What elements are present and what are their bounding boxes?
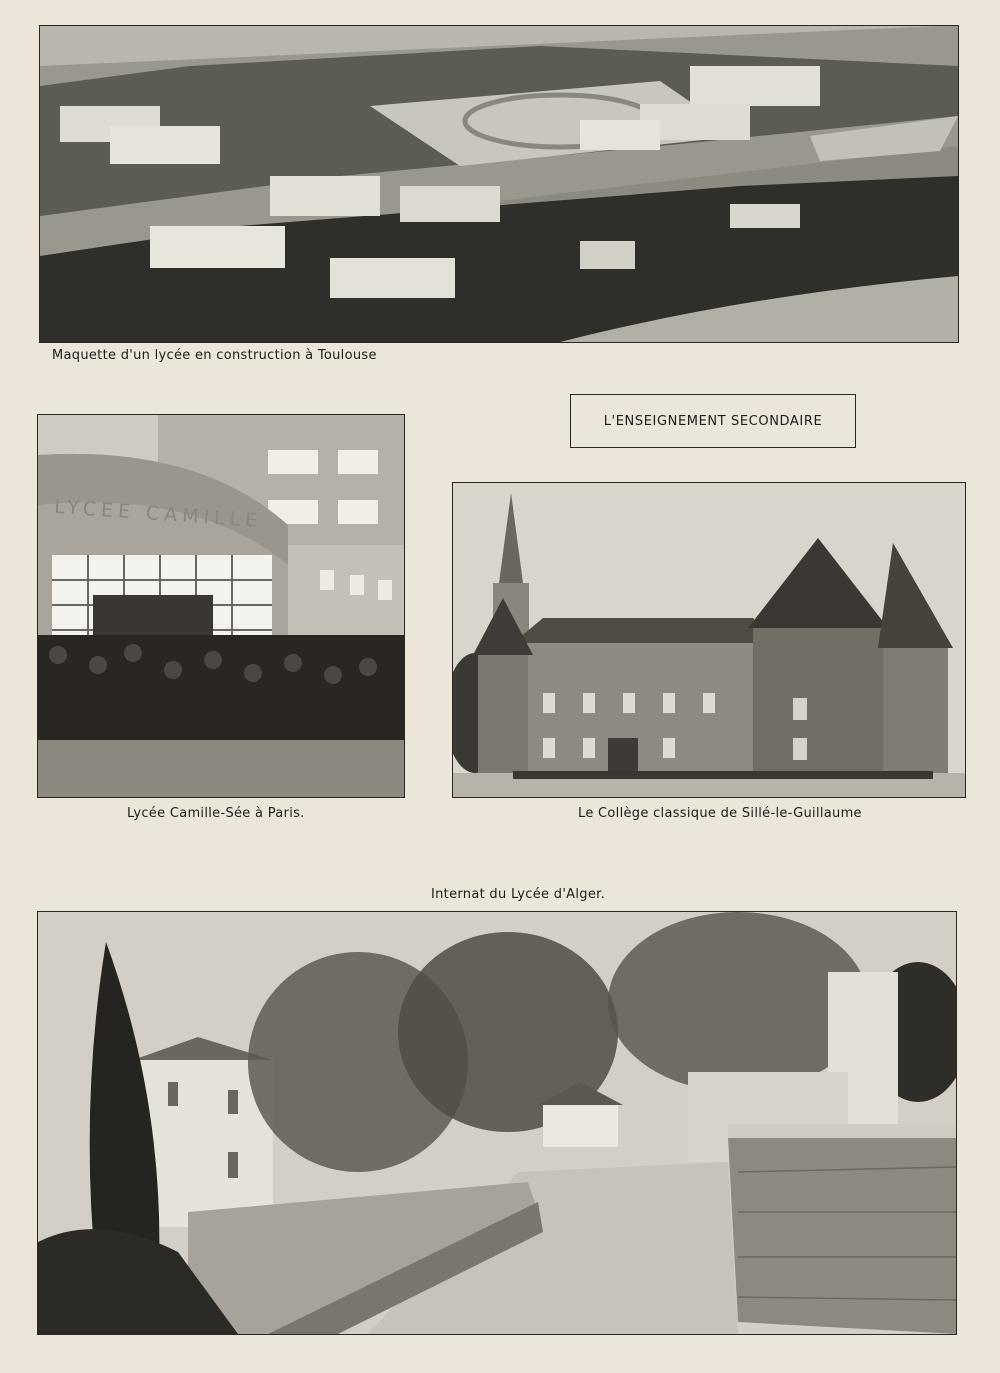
caption-lycee-model-toulouse: Maquette d'un lycée en construction à Toulouse — [52, 348, 377, 363]
camille-see-facade-lettering: LYCEE CAMILLE — [53, 495, 263, 533]
section-title: L'ENSEIGNEMENT SECONDAIRE — [603, 413, 823, 429]
photo-lycee-model-toulouse — [40, 26, 958, 342]
caption-internat-lycee-alger: Internat du Lycée d'Alger. — [431, 887, 606, 902]
photo-college-sille-le-guillaume — [453, 483, 965, 797]
caption-lycee-camille-see: Lycée Camille-Sée à Paris. — [127, 806, 305, 821]
caption-college-sille-le-guillaume: Le Collège classique de Sillé-le-Guillaume — [578, 806, 862, 821]
photo-internat-lycee-alger — [38, 912, 956, 1334]
section-title-box — [570, 394, 856, 448]
photo-lycee-camille-see — [38, 415, 404, 797]
